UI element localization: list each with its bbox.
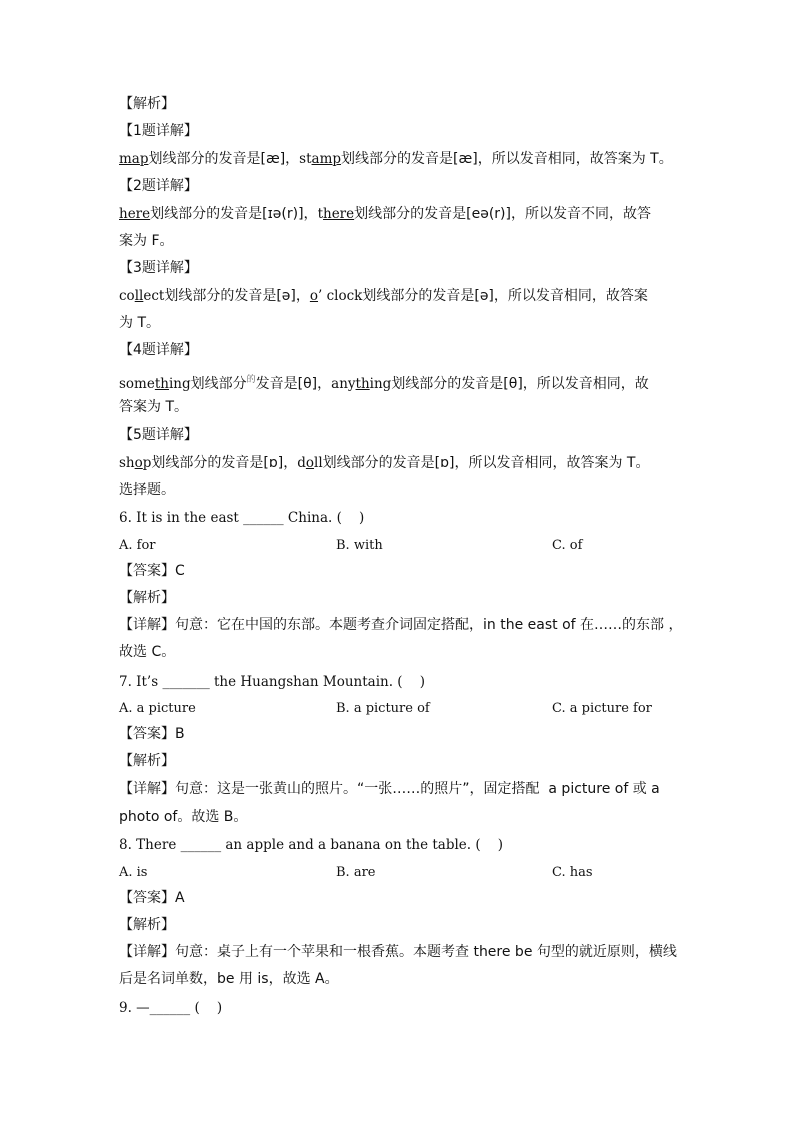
- item1-line: [119, 150, 673, 168]
- item3-line2: 为 T。: [119, 315, 161, 331]
- item1-word2-a: st: [299, 151, 312, 167]
- item5-text1: 划线部分的发音是[ɒ]，: [151, 455, 298, 471]
- item4-text1b: 发音是[θ]，: [255, 376, 332, 392]
- item2-text1: 划线部分的发音是[ɪə(r)]，: [150, 206, 318, 222]
- item5-word1-u: o: [134, 455, 143, 471]
- item5-word2-a: d: [297, 455, 306, 471]
- item4-line1: [119, 371, 649, 393]
- q8-option-b: B. are: [336, 865, 376, 880]
- item4-text2: 划线部分的发音是[θ]，所以发音相同，故: [391, 376, 649, 392]
- item4-text1a: 划线部分: [190, 376, 247, 392]
- item2-word2-u: here: [323, 206, 355, 222]
- item1-text1: 划线部分的发音是[æ]，: [148, 151, 300, 167]
- item3-heading: 【3题详解】: [119, 260, 198, 276]
- q8-analysis: 【解析】: [119, 917, 175, 933]
- q6-detail-line2: 故选 C。: [119, 644, 176, 660]
- item5-heading: 【5题详解】: [119, 427, 198, 443]
- item5-word1-b: p: [142, 455, 152, 471]
- q7-detail-line2: photo of。故选 B。: [119, 809, 248, 825]
- item4-word2-u: th: [355, 376, 370, 392]
- item3-text1: 划线部分的发音是[ə]，: [164, 288, 310, 304]
- q6-option-a: A. for: [119, 538, 156, 553]
- q8-detail-line2: 后是名词单数，be 用 is，故选 A。: [119, 971, 339, 987]
- item3-word1-a: co: [119, 288, 135, 304]
- q8-stem: 8. There ______ an apple and a banana on the table. ( ): [119, 837, 504, 853]
- section-title: 选择题。: [119, 482, 175, 498]
- item4-word1-a: some: [119, 376, 155, 392]
- item4-superscript: 的: [246, 375, 256, 385]
- item2-line1: [119, 205, 651, 223]
- item1-word2-u: amp: [311, 151, 342, 167]
- q6-detail-line1: 【详解】句意：它在中国的东部。本题考查介词固定搭配，in the east of 在……的东部 ，: [119, 617, 683, 633]
- item3-word2-b: ’ clock: [318, 288, 363, 304]
- item2-text2: 划线部分的发音是[eə(r)]，所以发音不同，故答: [354, 206, 651, 222]
- item1-text2: 划线部分的发音是[æ]，所以发音相同，故答案为 T。: [341, 151, 673, 167]
- q7-stem: 7. It’s _______ the Huangshan Mountain. ( ): [119, 674, 425, 690]
- q7-option-c: C. a picture for: [552, 701, 652, 716]
- item4-word1-b: ing: [168, 376, 191, 392]
- item4-heading: 【4题详解】: [119, 342, 198, 358]
- q6-option-c: C. of: [552, 538, 583, 553]
- item5-word2-b: ll: [314, 455, 323, 471]
- item5-word2-u: o: [305, 455, 315, 471]
- q6-option-b: B. with: [336, 538, 383, 553]
- item3-word1-u: ll: [134, 288, 144, 304]
- q7-analysis: 【解析】: [119, 753, 175, 769]
- analysis-heading: 【解析】: [119, 96, 175, 112]
- item2-line2: 案为 F。: [119, 233, 174, 249]
- q8-detail-line1: 【详解】句意：桌子上有一个苹果和一根香蕉。本题考查 there be 句型的就近原则，横线: [119, 944, 677, 960]
- item4-word2-a: any: [331, 376, 356, 392]
- q6-answer: 【答案】C: [119, 563, 185, 579]
- q9-stem: 9. —______ ( ): [119, 1000, 223, 1016]
- item4-word1-u: th: [154, 376, 169, 392]
- q8-option-a: A. is: [119, 865, 148, 880]
- item4-word2-b: ing: [369, 376, 392, 392]
- item5-word1-a: sh: [119, 455, 135, 471]
- q8-option-c: C. has: [552, 865, 593, 880]
- q7-answer: 【答案】B: [119, 726, 185, 742]
- item2-heading: 【2题详解】: [119, 178, 198, 194]
- item2-word2-a: t: [317, 206, 323, 222]
- q7-option-b: B. a picture of: [336, 701, 430, 716]
- item3-text2: 划线部分的发音是[ə]，所以发音相同，故答案: [362, 288, 648, 304]
- item3-word2-u: o: [309, 288, 319, 304]
- item1-heading: 【1题详解】: [119, 123, 198, 139]
- item3-line1: [119, 287, 648, 305]
- q6-stem: 6. It is in the east ______ China. ( ): [119, 510, 365, 526]
- q7-option-a: A. a picture: [119, 701, 196, 716]
- item4-line2: 答案为 T。: [119, 399, 189, 415]
- q7-detail-line1: 【详解】句意：这是一张黄山的照片。“一张……的照片”，固定搭配 a picture of 或 a: [119, 781, 660, 797]
- item5-text2: 划线部分的发音是[ɒ]，所以发音相同，故答案为 T。: [322, 455, 650, 471]
- q8-answer: 【答案】A: [119, 890, 185, 906]
- item2-word1: here: [119, 206, 151, 222]
- item1-word1: map: [119, 151, 149, 167]
- q6-analysis: 【解析】: [119, 590, 175, 606]
- item3-word1-b: ect: [143, 288, 165, 304]
- item5-line: [119, 454, 649, 472]
